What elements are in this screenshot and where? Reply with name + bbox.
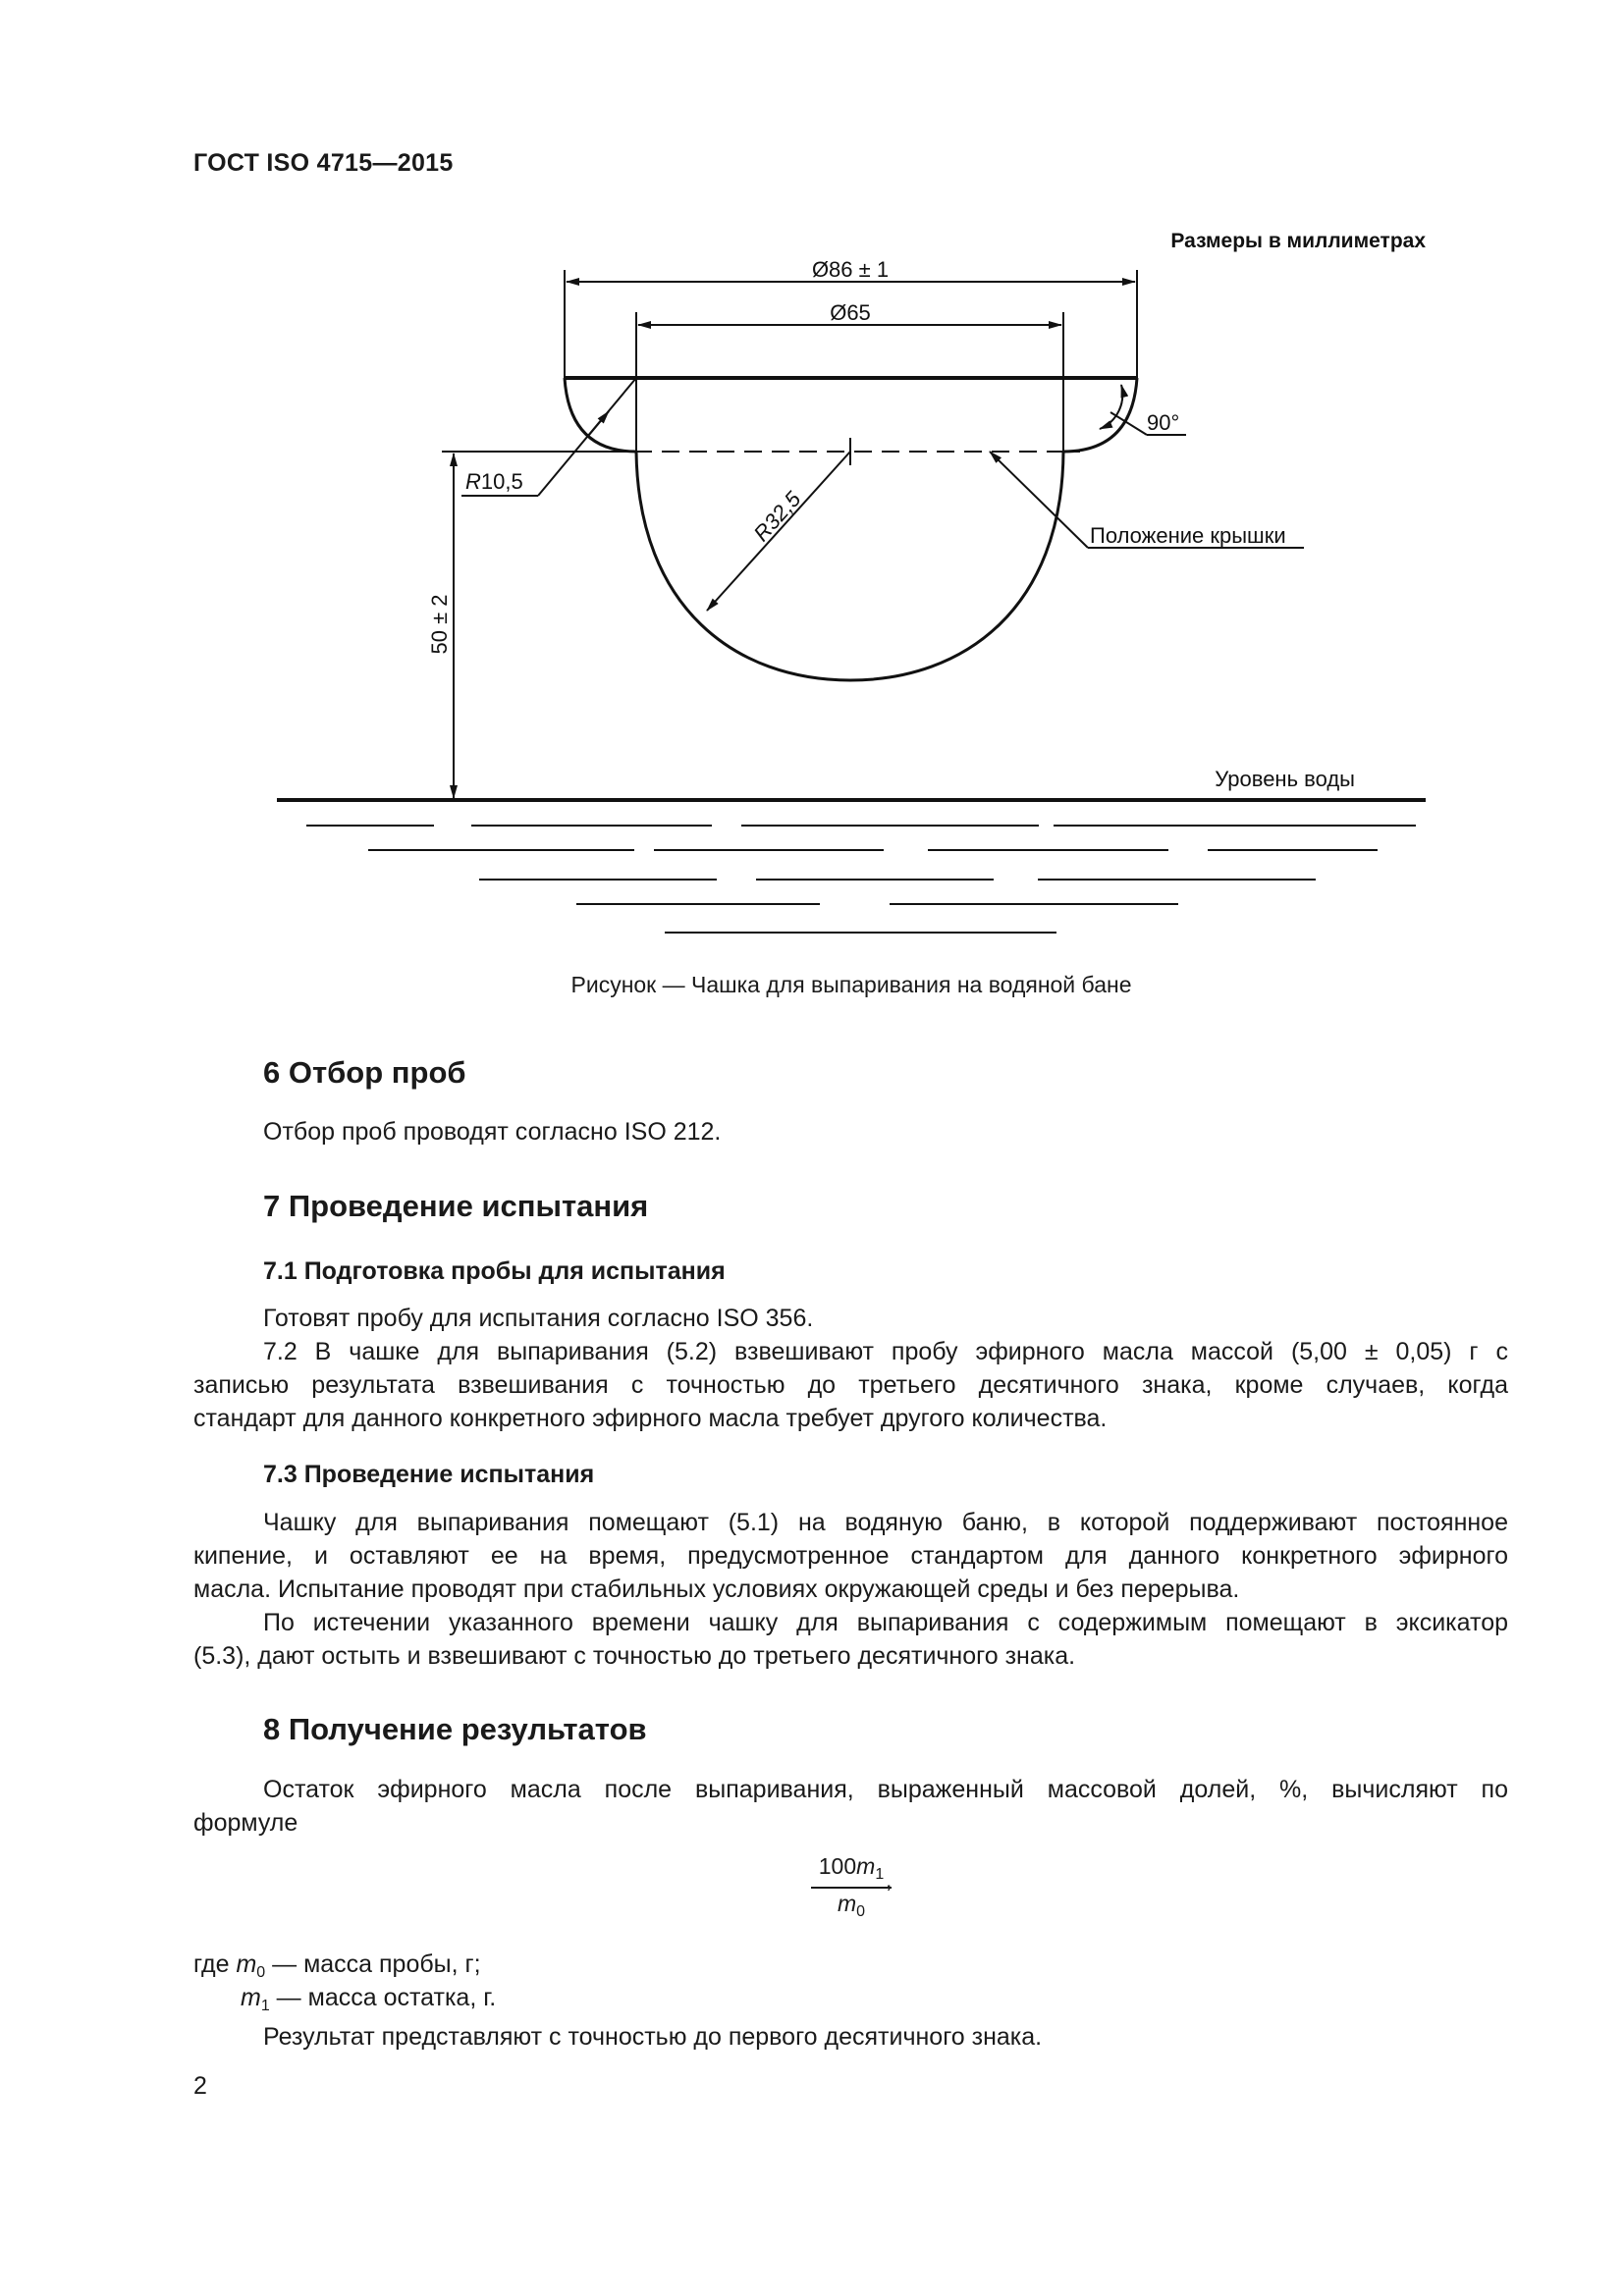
section-7-3-p1-line-1: Чашку для выпаривания помещают (5.1) на водяную баню, в которой поддерживают постоянное xyxy=(263,1509,1508,1536)
section-7-1-text: Готовят пробу для испытания согласно ISO 356. xyxy=(263,1305,814,1332)
where-m0: где $m_0$ — масса пробы, г; xyxy=(193,1950,481,1981)
dim-outer-diameter: Ø86 ± 1 xyxy=(811,257,890,282)
dim-r-small-letter: R xyxy=(465,469,481,494)
section-8-title: 8 Получение результатов xyxy=(263,1712,647,1746)
evaporating-dish-drawing xyxy=(0,0,1624,962)
document-header: ГОСТ ISO 4715—2015 xyxy=(193,149,454,177)
leader-r-small xyxy=(538,378,636,496)
angle-arc-90 xyxy=(1100,385,1122,429)
section-7-1-title: 7.1 Подготовка пробы для испытания xyxy=(263,1257,726,1285)
section-8-p1-line-2: формуле xyxy=(193,1809,298,1837)
label-water-level: Уровень воды xyxy=(1215,767,1355,791)
section-7-3-p2-line-2: (5.3), дают остыть и взвешивают с точностью до третьего десятичного знака. xyxy=(193,1642,1076,1670)
label-lid-position: Положение крышки xyxy=(1090,523,1286,548)
section-7-3-p1-line-3: масла. Испытание проводят при стабильных условиях окружающей среды и без перерыва. xyxy=(193,1575,1240,1603)
dim-r-large: R32,5 xyxy=(748,486,806,547)
dim-height: 50 ± 2 xyxy=(427,594,452,655)
dish-rim-right xyxy=(1063,378,1137,452)
section-7-2-line-2: записью результата взвешивания с точностью до третьего десятичного знака, кроме случаев, когда xyxy=(193,1371,1508,1399)
leader-r-small-arrow xyxy=(589,411,609,435)
dim-angle: 90° xyxy=(1147,410,1180,435)
result-text: Результат представляют с точностью до первого десятичного знака. xyxy=(263,2023,1043,2051)
section-7-title: 7 Проведение испытания xyxy=(263,1189,649,1223)
section-6-title: 6 Отбор проб xyxy=(263,1055,466,1090)
page-number: 2 xyxy=(193,2072,207,2100)
section-7-2-line-1: 7.2 В чашке для выпаривания (5.2) взвешивают пробу эфирного масла массой (5,00 ± 0,05) г с xyxy=(263,1338,1508,1365)
section-7-2-line-3: стандарт для данного конкретного эфирного масла требует другого количества. xyxy=(193,1405,1108,1432)
figure-caption: Рисунок — Чашка для выпаривания на водяной бане xyxy=(570,972,1132,997)
dim-inner-diameter: Ø65 xyxy=(830,300,871,325)
formula-denominator: $m_0$ xyxy=(837,1891,866,1920)
section-7-3-p1-line-2: кипение, и оставляют ее на время, предусмотренное стандартом для данного конкретного эфирного xyxy=(193,1542,1508,1570)
dish-bowl xyxy=(636,452,1063,680)
formula-fraction-bar xyxy=(811,1887,892,1889)
formula-numerator: $100m_1$ xyxy=(818,1853,885,1883)
formula-comma: , xyxy=(886,1867,893,1893)
units-note: Размеры в миллиметрах xyxy=(1170,230,1426,252)
section-8-p1-line-1: Остаток эфирного масла после выпаривания, выраженный массовой долей, %, вычисляют по xyxy=(263,1776,1508,1803)
dim-r-small xyxy=(465,469,523,494)
section-7-3-p2-line-1: По истечении указанного времени чашку для выпаривания с содержимым помещают в эксикатор xyxy=(263,1609,1508,1636)
section-6-text: Отбор проб проводят согласно ISO 212. xyxy=(263,1118,722,1146)
water-ripples xyxy=(306,826,1416,933)
leader-lid xyxy=(990,452,1088,548)
dim-r-small-value: 10,5 xyxy=(480,469,523,494)
dish-rim-left xyxy=(565,378,636,452)
section-7-3-title: 7.3 Проведение испытания xyxy=(263,1461,595,1488)
where-m1: $m_1$ — масса остатка, г. xyxy=(241,1984,497,2014)
